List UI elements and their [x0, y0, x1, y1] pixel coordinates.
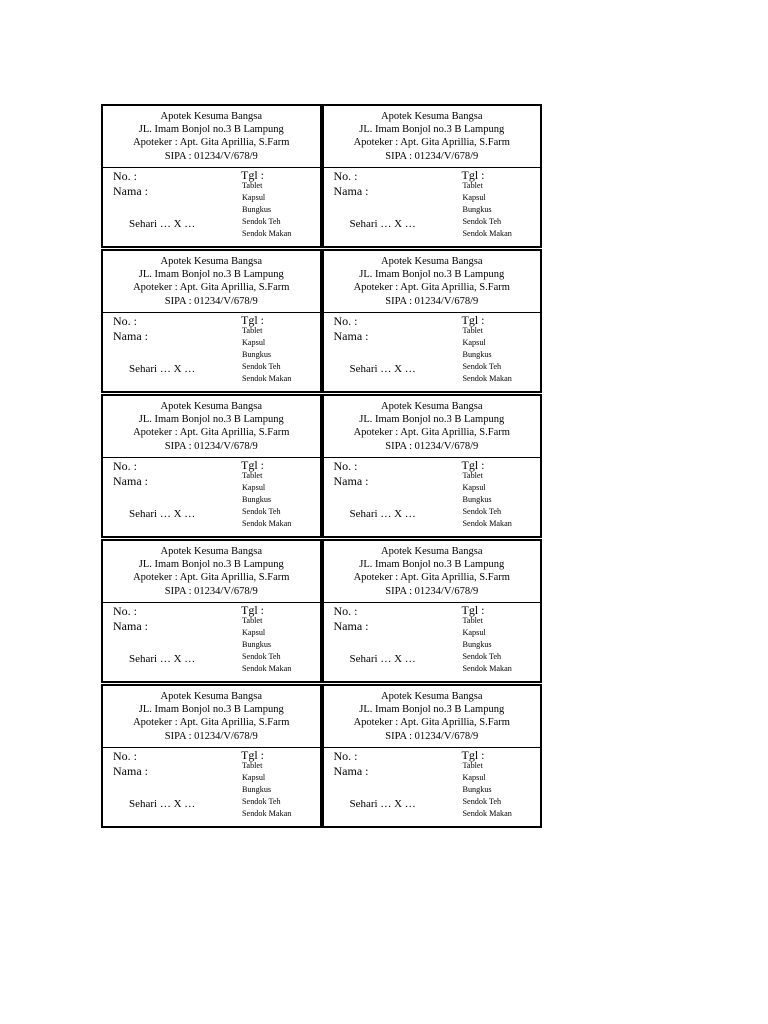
pharmacy-name: Apotek Kesuma Bangsa: [160, 546, 262, 557]
form-bungkus: Bungkus: [462, 349, 492, 359]
prescription-label: [101, 539, 322, 683]
pharmacist-name: Apoteker : Apt. Gita Aprillia, S.Farm: [353, 717, 510, 729]
nama-field: Nama :: [333, 184, 369, 198]
label-header: [103, 106, 320, 168]
tgl-field: Tgl :: [461, 748, 485, 762]
dosage-field: Sehari … X …: [129, 653, 196, 665]
pharmacy-address: JL. Imam Bonjol no.3 B Lampung: [138, 414, 284, 426]
no-field: No. :: [333, 314, 358, 328]
pharmacy-name: Apotek Kesuma Bangsa: [381, 111, 483, 122]
label-row: [101, 104, 542, 246]
label-header: [103, 396, 320, 458]
pharmacy-address: JL. Imam Bonjol no.3 B Lampung: [359, 414, 505, 426]
pharmacy-name: Apotek Kesuma Bangsa: [381, 401, 483, 412]
label-header: [324, 541, 541, 603]
form-sendok-makan: Sendok Makan: [462, 518, 512, 528]
label-header: [324, 686, 541, 748]
form-sendok-teh: Sendok Teh: [242, 651, 281, 661]
dosage-field: Sehari … X …: [129, 363, 196, 375]
tgl-field: Tgl :: [461, 313, 485, 327]
nama-field: Nama :: [113, 184, 148, 198]
nama-field: Nama :: [333, 329, 369, 343]
prescription-label: [101, 249, 322, 393]
pharmacist-name: Apoteker : Apt. Gita Aprillia, S.Farm: [133, 137, 290, 149]
nama-field: Nama :: [333, 474, 369, 488]
form-kapsul: Kapsul: [462, 192, 486, 202]
form-kapsul: Kapsul: [242, 772, 266, 782]
form-kapsul: Kapsul: [462, 337, 486, 347]
dosage-form-list: [242, 760, 291, 820]
label-body: [324, 458, 541, 536]
pharmacy-address: JL. Imam Bonjol no.3 B Lampung: [138, 269, 284, 281]
no-field: No. :: [113, 749, 137, 763]
nama-field: Nama :: [333, 764, 369, 778]
dosage-field: Sehari … X …: [349, 363, 416, 375]
no-field: No. :: [333, 169, 358, 183]
label-row: [101, 684, 542, 826]
pharmacist-name: Apoteker : Apt. Gita Aprillia, S.Farm: [353, 572, 510, 584]
label-body: [324, 748, 541, 826]
dosage-field: Sehari … X …: [349, 653, 416, 665]
label-header: [103, 686, 320, 748]
form-sendok-makan: Sendok Makan: [242, 808, 292, 818]
form-bungkus: Bungkus: [242, 204, 272, 214]
pharmacy-name: Apotek Kesuma Bangsa: [381, 691, 483, 702]
form-tablet: Tablet: [242, 616, 263, 625]
form-tablet: Tablet: [242, 181, 263, 190]
form-sendok-teh: Sendok Teh: [462, 796, 502, 806]
label-header: [103, 541, 320, 603]
prescription-label: [101, 684, 322, 828]
dosage-form-list: [463, 325, 512, 385]
dosage-form-list: [463, 180, 512, 240]
form-tablet: Tablet: [462, 181, 483, 190]
form-bungkus: Bungkus: [462, 784, 492, 794]
tgl-field: Tgl :: [241, 748, 264, 762]
prescription-label: [322, 249, 543, 393]
pharmacy-name: Apotek Kesuma Bangsa: [160, 401, 262, 412]
tgl-field: Tgl :: [241, 603, 264, 617]
label-header: [324, 106, 541, 168]
label-body: [103, 458, 320, 536]
dosage-form-list: [242, 180, 291, 240]
form-sendok-teh: Sendok Teh: [242, 216, 281, 226]
nama-field: Nama :: [333, 619, 369, 633]
form-sendok-makan: Sendok Makan: [462, 808, 512, 818]
label-header: [324, 396, 541, 458]
prescription-label: [322, 394, 543, 538]
pharmacy-name: Apotek Kesuma Bangsa: [160, 256, 262, 267]
form-sendok-teh: Sendok Teh: [242, 506, 281, 516]
label-header: [103, 251, 320, 313]
form-tablet: Tablet: [462, 616, 483, 625]
form-sendok-makan: Sendok Makan: [462, 228, 512, 238]
dosage-field: Sehari … X …: [129, 508, 196, 520]
form-kapsul: Kapsul: [242, 627, 266, 637]
dosage-form-list: [242, 615, 291, 675]
label-body: [103, 603, 320, 681]
form-bungkus: Bungkus: [242, 494, 272, 504]
sipa-number: SIPA : 01234/V/678/9: [385, 585, 479, 597]
pharmacist-name: Apoteker : Apt. Gita Aprillia, S.Farm: [353, 427, 510, 439]
tgl-field: Tgl :: [241, 313, 264, 327]
sipa-number: SIPA : 01234/V/678/9: [164, 295, 258, 307]
form-sendok-makan: Sendok Makan: [242, 663, 292, 673]
label-body: [324, 168, 541, 246]
pharmacist-name: Apoteker : Apt. Gita Aprillia, S.Farm: [353, 137, 510, 149]
form-sendok-teh: Sendok Teh: [462, 216, 502, 226]
form-sendok-makan: Sendok Makan: [462, 373, 512, 383]
label-body: [324, 313, 541, 391]
nama-field: Nama :: [113, 764, 148, 778]
tgl-field: Tgl :: [461, 603, 485, 617]
form-bungkus: Bungkus: [462, 204, 492, 214]
label-row: [101, 539, 542, 681]
form-kapsul: Kapsul: [242, 482, 266, 492]
label-body: [324, 603, 541, 681]
no-field: No. :: [113, 459, 137, 473]
sipa-number: SIPA : 01234/V/678/9: [164, 585, 258, 597]
pharmacist-name: Apoteker : Apt. Gita Aprillia, S.Farm: [133, 282, 290, 294]
form-kapsul: Kapsul: [242, 192, 266, 202]
pharmacy-address: JL. Imam Bonjol no.3 B Lampung: [359, 124, 505, 136]
form-tablet: Tablet: [242, 471, 263, 480]
label-body: [103, 748, 320, 826]
prescription-label: [101, 104, 322, 248]
prescription-label: [322, 104, 543, 248]
tgl-field: Tgl :: [461, 168, 485, 182]
no-field: No. :: [333, 749, 358, 763]
tgl-field: Tgl :: [241, 168, 264, 182]
dosage-field: Sehari … X …: [129, 798, 196, 810]
form-sendok-teh: Sendok Teh: [462, 506, 502, 516]
form-kapsul: Kapsul: [462, 627, 486, 637]
pharmacy-address: JL. Imam Bonjol no.3 B Lampung: [359, 269, 505, 281]
dosage-field: Sehari … X …: [349, 218, 416, 230]
pharmacy-address: JL. Imam Bonjol no.3 B Lampung: [359, 559, 505, 571]
form-bungkus: Bungkus: [462, 494, 492, 504]
nama-field: Nama :: [113, 474, 148, 488]
form-bungkus: Bungkus: [242, 639, 272, 649]
pharmacy-address: JL. Imam Bonjol no.3 B Lampung: [138, 704, 284, 716]
dosage-field: Sehari … X …: [349, 798, 416, 810]
form-tablet: Tablet: [462, 326, 483, 335]
form-sendok-makan: Sendok Makan: [242, 518, 292, 528]
tgl-field: Tgl :: [461, 458, 485, 472]
pharmacy-name: Apotek Kesuma Bangsa: [160, 111, 262, 122]
sipa-number: SIPA : 01234/V/678/9: [385, 150, 479, 162]
form-bungkus: Bungkus: [242, 349, 272, 359]
label-sheet: [101, 104, 542, 829]
form-bungkus: Bungkus: [242, 784, 272, 794]
form-sendok-makan: Sendok Makan: [242, 228, 292, 238]
pharmacy-address: JL. Imam Bonjol no.3 B Lampung: [138, 124, 284, 136]
sipa-number: SIPA : 01234/V/678/9: [385, 295, 479, 307]
dosage-form-list: [463, 615, 512, 675]
prescription-label: [322, 539, 543, 683]
pharmacy-name: Apotek Kesuma Bangsa: [381, 546, 483, 557]
pharmacy-address: JL. Imam Bonjol no.3 B Lampung: [138, 559, 284, 571]
sipa-number: SIPA : 01234/V/678/9: [385, 730, 479, 742]
dosage-field: Sehari … X …: [349, 508, 416, 520]
form-sendok-teh: Sendok Teh: [242, 361, 281, 371]
form-sendok-makan: Sendok Makan: [242, 373, 292, 383]
form-tablet: Tablet: [242, 326, 263, 335]
nama-field: Nama :: [113, 329, 148, 343]
pharmacy-name: Apotek Kesuma Bangsa: [381, 256, 483, 267]
form-kapsul: Kapsul: [242, 337, 266, 347]
pharmacy-address: JL. Imam Bonjol no.3 B Lampung: [359, 704, 505, 716]
form-sendok-teh: Sendok Teh: [462, 651, 502, 661]
sipa-number: SIPA : 01234/V/678/9: [385, 440, 479, 452]
form-tablet: Tablet: [462, 761, 483, 770]
no-field: No. :: [333, 459, 358, 473]
sipa-number: SIPA : 01234/V/678/9: [164, 730, 258, 742]
pharmacist-name: Apoteker : Apt. Gita Aprillia, S.Farm: [133, 717, 290, 729]
dosage-form-list: [463, 760, 512, 820]
form-sendok-teh: Sendok Teh: [242, 796, 281, 806]
form-bungkus: Bungkus: [462, 639, 492, 649]
dosage-form-list: [242, 325, 291, 385]
no-field: No. :: [113, 169, 137, 183]
sipa-number: SIPA : 01234/V/678/9: [164, 150, 258, 162]
pharmacist-name: Apoteker : Apt. Gita Aprillia, S.Farm: [353, 282, 510, 294]
pharmacist-name: Apoteker : Apt. Gita Aprillia, S.Farm: [133, 572, 290, 584]
dosage-field: Sehari … X …: [129, 218, 196, 230]
pharmacy-name: Apotek Kesuma Bangsa: [160, 691, 262, 702]
dosage-form-list: [463, 470, 512, 530]
label-body: [103, 313, 320, 391]
dosage-form-list: [242, 470, 291, 530]
label-body: [103, 168, 320, 246]
pharmacist-name: Apoteker : Apt. Gita Aprillia, S.Farm: [133, 427, 290, 439]
no-field: No. :: [113, 604, 137, 618]
prescription-label: [101, 394, 322, 538]
no-field: No. :: [333, 604, 358, 618]
nama-field: Nama :: [113, 619, 148, 633]
form-kapsul: Kapsul: [462, 772, 486, 782]
form-sendok-makan: Sendok Makan: [462, 663, 512, 673]
tgl-field: Tgl :: [241, 458, 264, 472]
no-field: No. :: [113, 314, 137, 328]
label-row: [101, 249, 542, 391]
form-tablet: Tablet: [242, 761, 263, 770]
label-header: [324, 251, 541, 313]
form-kapsul: Kapsul: [462, 482, 486, 492]
prescription-label: [322, 684, 543, 828]
label-row: [101, 394, 542, 536]
sipa-number: SIPA : 01234/V/678/9: [164, 440, 258, 452]
form-tablet: Tablet: [462, 471, 483, 480]
form-sendok-teh: Sendok Teh: [462, 361, 502, 371]
